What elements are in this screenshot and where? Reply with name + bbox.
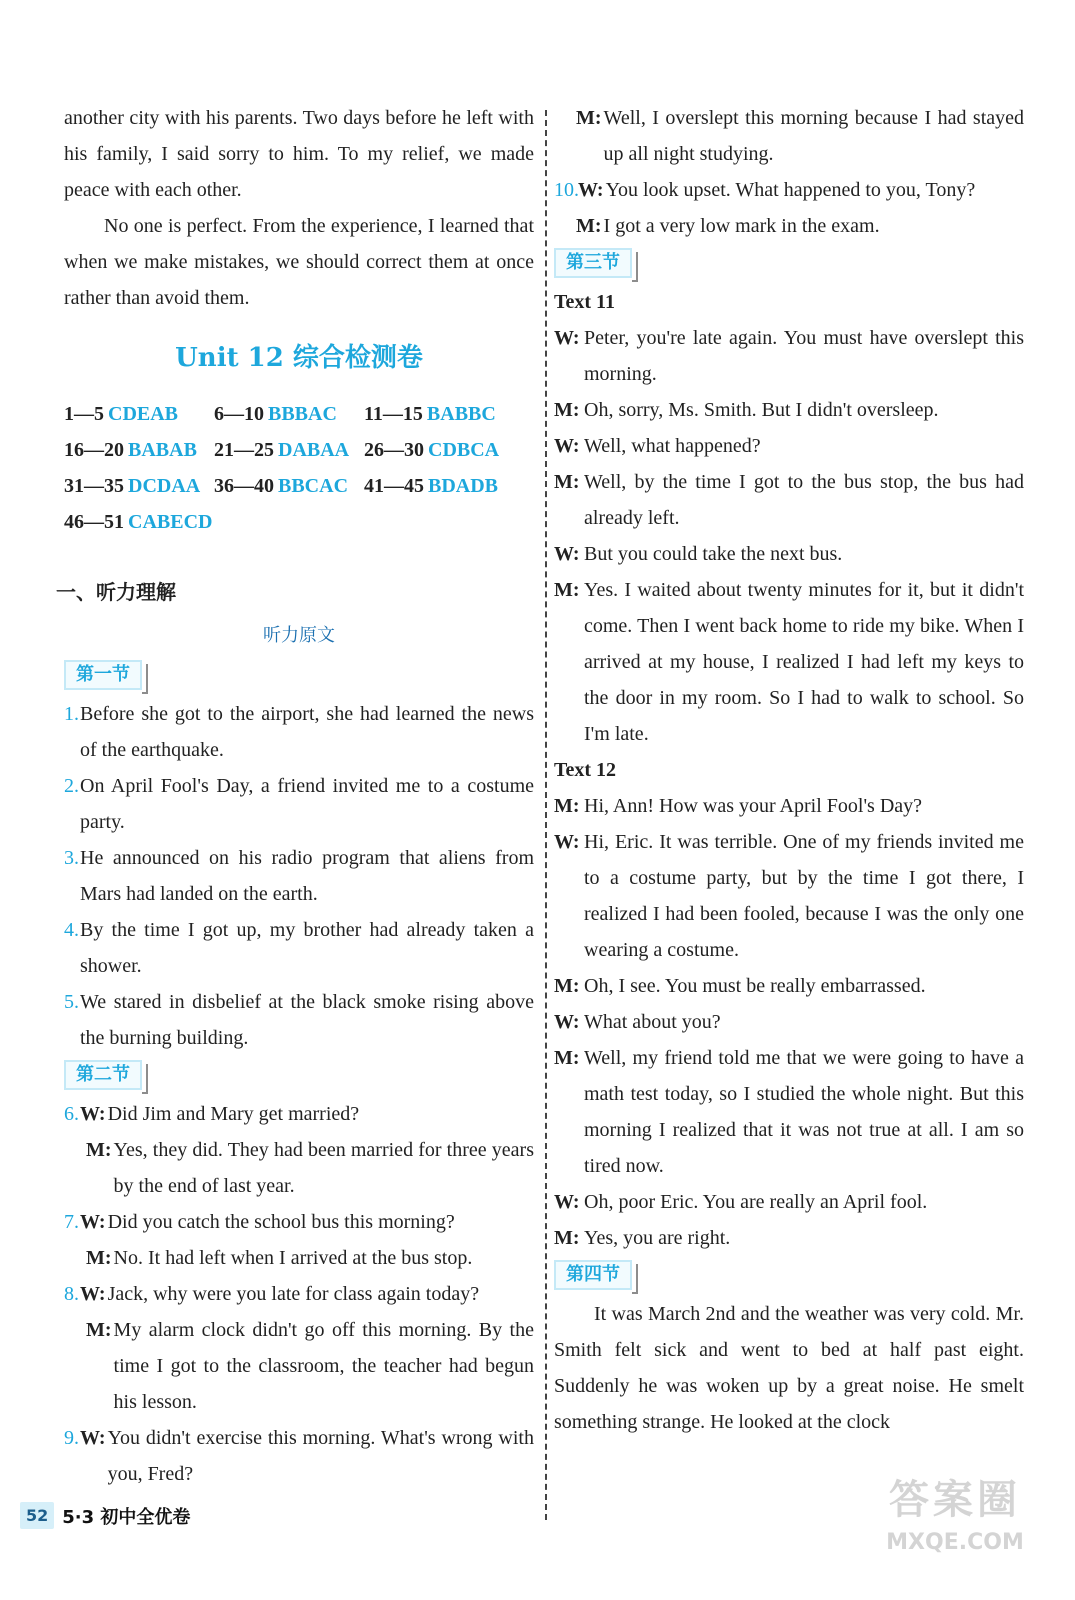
question-number: 1. (64, 703, 79, 725)
answer-letters: CABECD (128, 511, 213, 533)
dialogue-text: Hi, Ann! How was your April Fool's Day? (584, 795, 923, 817)
speaker: M: (554, 471, 580, 493)
dialogue-line (64, 1240, 534, 1276)
right-column (554, 100, 1024, 1440)
question-item (64, 1420, 534, 1492)
dialogue-line (554, 824, 1024, 968)
answer-row (64, 432, 534, 468)
answer-item (214, 396, 364, 432)
answer-item (214, 432, 364, 468)
answer-range: 21—25 (214, 439, 274, 461)
question-item (64, 768, 534, 840)
answer-item (364, 432, 514, 468)
dialogue-text: Oh, sorry, Ms. Smith. But I didn't oversleep. (584, 399, 939, 421)
dialogue-line (554, 572, 1024, 752)
speaker: W: (80, 1103, 106, 1125)
answer-letters: CDEAB (108, 403, 179, 425)
speaker: W: (80, 1283, 106, 1305)
answer-item (364, 396, 514, 432)
question-item (64, 1204, 534, 1240)
answer-range: 11—15 (364, 403, 423, 425)
dialogue-text: Oh, I see. You must be really embarrassed. (584, 975, 926, 997)
dialogue-text: Well, I overslept this morning because I had stayed up all night studying. (603, 107, 1024, 165)
answer-row (64, 504, 534, 540)
answer-range: 16—20 (64, 439, 124, 461)
dialogue-text: Peter, you're late again. You must have overslept this morning. (584, 327, 1024, 385)
dialogue-text: Jack, why were you late for class again today? (107, 1283, 480, 1305)
passage-paragraph: It was March 2nd and the weather was very cold. Mr. Smith felt sick and went to bed at half past eight. Suddenly he was woken up by a great noise. He smelt something strange. He looked at the clock (554, 1303, 1024, 1433)
dialogue-text: Well, what happened? (584, 435, 761, 457)
unit-title: Unit 12 综合检测卷 (175, 343, 423, 373)
speaker: M: (86, 1319, 112, 1341)
question-number: 10. (554, 179, 579, 201)
dialogue-line (80, 1096, 534, 1132)
speaker: M: (86, 1247, 112, 1269)
page-footer (20, 1502, 190, 1529)
question-item (554, 172, 1024, 208)
dialogue-line (64, 1312, 534, 1420)
dialogue-line (554, 428, 1024, 464)
dialogue-line (554, 320, 1024, 392)
dialogue-line (554, 1220, 1024, 1256)
dialogue-text: My alarm clock didn't go off this morning. By the time I got to the classroom, the teacher had begun his lesson. (113, 1319, 534, 1413)
speaker: W: (80, 1427, 106, 1449)
speaker: W: (554, 1011, 580, 1033)
answer-letters: BBBAC (268, 403, 337, 425)
question-item (64, 984, 534, 1056)
speaker: M: (554, 1047, 580, 1069)
text-12-label: Text 12 (554, 759, 617, 781)
speaker: W: (554, 435, 580, 457)
answer-item (214, 468, 364, 504)
answer-letters: BBCAC (278, 475, 349, 497)
dialogue-line (80, 1276, 534, 1312)
dialogue-text: Did Jim and Mary get married? (107, 1103, 360, 1125)
dialogue-line (578, 172, 1024, 208)
answer-range: 36—40 (214, 475, 274, 497)
dialogue-line (554, 788, 1024, 824)
tag-section-3: 第三节 (554, 248, 632, 278)
dialogue-line (554, 100, 1024, 172)
dialogue-line (64, 1132, 534, 1204)
dialogue-text: Hi, Eric. It was terrible. One of my friends invited me to a costume party, but by the time I got there, I realized I had been fooled, because I was the only one wearing a costume. (584, 831, 1024, 961)
speaker: W: (554, 327, 580, 349)
answer-row (64, 468, 534, 504)
question-number: 6. (64, 1103, 79, 1125)
speaker: M: (554, 1227, 580, 1249)
answer-letters: CDBCA (428, 439, 500, 461)
answer-item (64, 396, 214, 432)
dialogue-text: Did you catch the school bus this morning? (107, 1211, 455, 1233)
question-number: 4. (64, 919, 79, 941)
answer-range: 6—10 (214, 403, 264, 425)
dialogue-text: You didn't exercise this morning. What's wrong with you, Fred? (107, 1427, 534, 1485)
question-item (64, 1276, 534, 1312)
answer-item (64, 432, 214, 468)
answer-range: 31—35 (64, 475, 124, 497)
question-text: On April Fool's Day, a friend invited me to a costume party. (80, 775, 534, 833)
answer-item (364, 468, 514, 504)
dialogue-text: Yes. I waited about twenty minutes for it, but it didn't come. Then I went back home to ride my bike. When I arrived at my house, I realized I had left my keys to the door in my room. So I had to walk to school. So I'm late. (584, 579, 1024, 745)
intro-paragraph-2: No one is perfect. From the experience, I learned that when we make mistakes, we should correct them at once rather than avoid them. (64, 215, 534, 309)
question-number: 7. (64, 1211, 79, 1233)
dialogue-line (80, 1420, 534, 1492)
answer-letters: DABAA (278, 439, 350, 461)
answer-range: 1—5 (64, 403, 104, 425)
question-number: 8. (64, 1283, 79, 1305)
dialogue-text: What about you? (584, 1011, 721, 1033)
dialogue-line (554, 208, 1024, 244)
question-item (64, 1096, 534, 1132)
answer-row (64, 396, 534, 432)
dialogue-line (554, 1004, 1024, 1040)
page-number: 52 (20, 1502, 54, 1529)
question-number: 5. (64, 991, 79, 1013)
dialogue-text: Well, my friend told me that we were going to have a math test today, so I studied the whole night. But this morning I realized that it was not true at all. I am so tired now. (584, 1047, 1024, 1177)
column-divider (545, 110, 547, 1520)
dialogue-text: Well, by the time I got to the bus stop, the bus had already left. (584, 471, 1024, 529)
section-title: 一、听力理解 (56, 580, 176, 604)
speaker: W: (80, 1211, 106, 1233)
dialogue-line (80, 1204, 534, 1240)
text-11-label: Text 11 (554, 291, 615, 313)
speaker: M: (576, 107, 602, 129)
speaker: M: (554, 975, 580, 997)
watermark (865, 1470, 1045, 1580)
tag-section-2: 第二节 (64, 1060, 142, 1090)
tag-section-4: 第四节 (554, 1260, 632, 1290)
answer-letters: BABBC (426, 403, 496, 425)
intro-paragraph-1: another city with his parents. Two days before he left with his family, I said sorry to him. To my relief, we made peace with each other. (64, 107, 534, 201)
left-column (56, 100, 534, 1492)
answer-letters: BDADB (428, 475, 499, 497)
speaker: M: (576, 215, 602, 237)
answer-key (64, 396, 534, 540)
watermark-text: 答案圈 (889, 1477, 1021, 1523)
dialogue-line (554, 392, 1024, 428)
answer-range: 46—51 (64, 511, 124, 533)
tag-section-1: 第一节 (64, 660, 142, 690)
speaker: W: (578, 179, 604, 201)
question-number: 3. (64, 847, 79, 869)
speaker: M: (554, 399, 580, 421)
subhead-listening-script: 听力原文 (263, 625, 335, 646)
question-number: 2. (64, 775, 79, 797)
dialogue-line (554, 464, 1024, 536)
question-text: Before she got to the airport, she had learned the news of the earthquake. (80, 703, 534, 761)
answer-item (64, 504, 214, 540)
question-text: He announced on his radio program that aliens from Mars had landed on the earth. (80, 847, 534, 905)
dialogue-text: Yes, they did. They had been married for three years by the end of last year. (113, 1139, 534, 1197)
question-text: By the time I got up, my brother had already taken a shower. (80, 919, 534, 977)
dialogue-line (554, 968, 1024, 1004)
dialogue-text: But you could take the next bus. (584, 543, 843, 565)
answer-range: 26—30 (364, 439, 424, 461)
dialogue-text: Yes, you are right. (584, 1227, 731, 1249)
brand-name: 5·3 初中全优卷 (62, 1506, 191, 1528)
question-item (64, 696, 534, 768)
answer-range: 41—45 (364, 475, 424, 497)
speaker: M: (554, 579, 580, 601)
dialogue-line (554, 1184, 1024, 1220)
answer-letters: BABAB (128, 439, 197, 461)
speaker: W: (554, 543, 580, 565)
dialogue-text: No. It had left when I arrived at the bus stop. (113, 1247, 473, 1269)
dialogue-line (554, 1040, 1024, 1184)
dialogue-text: I got a very low mark in the exam. (603, 215, 880, 237)
question-number: 9. (64, 1427, 79, 1449)
question-item (64, 912, 534, 984)
dialogue-text: Oh, poor Eric. You are really an April fool. (584, 1191, 928, 1213)
speaker: W: (554, 1191, 580, 1213)
watermark-url: MXQE.COM (886, 1530, 1024, 1555)
question-item (64, 840, 534, 912)
speaker: M: (554, 795, 580, 817)
dialogue-line (554, 536, 1024, 572)
speaker: W: (554, 831, 580, 853)
dialogue-text: You look upset. What happened to you, Tony? (605, 179, 976, 201)
answer-item (64, 468, 214, 504)
answer-letters: DCDAA (128, 475, 201, 497)
question-text: We stared in disbelief at the black smoke rising above the burning building. (80, 991, 534, 1049)
speaker: M: (86, 1139, 112, 1161)
